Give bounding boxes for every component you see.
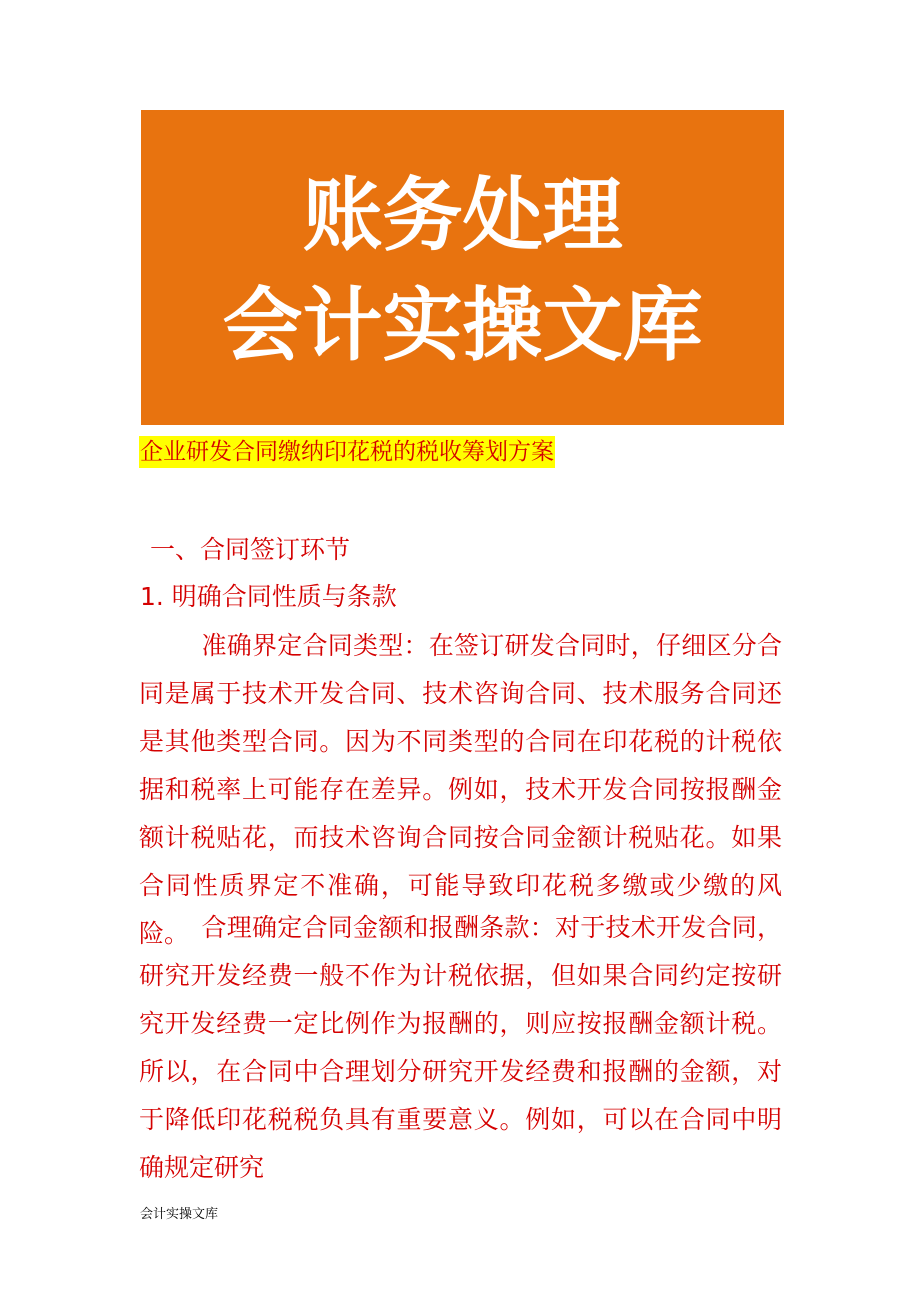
banner-title-line2: 会计实操文库	[222, 279, 703, 372]
subsection-heading: 1. 明确合同性质与条款	[140, 582, 397, 611]
section-heading: 一、合同签订环节	[150, 535, 351, 564]
cover-banner	[141, 110, 784, 425]
page-footer: 会计实操文库	[140, 1207, 219, 1222]
banner-title-line1: 账务处理	[302, 169, 623, 262]
document-title: 企业研发合同缴纳印花税的税收筹划方案	[139, 436, 555, 468]
body-paragraph-2: 合理确定合同金额和报酬条款：对于技术开发合同，研究开发经费一般不作为计税依据，但如果合同约定按研究开发经费一定比例作为报酬的，则应按报酬金额计税。所以，在合同中合理划分研究开发经费和报酬的金额，对于降低印花税税负具有重要意义。例如，可以在合同中明确规定研究	[139, 913, 782, 1182]
body-paragraph-1: 准确界定合同类型：在签订研发合同时，仔细区分合同是属于技术开发合同、技术咨询合同、技术服务合同还是其他类型合同。因为不同类型的合同在印花税的计税依据和税率上可能存在差异。例如，技术开发合同按报酬金额计税贴花，而技术咨询合同按合同金额计税贴花。如果合同性质界定不准确，可能导致印花税多缴或少缴的风险。	[139, 631, 782, 948]
